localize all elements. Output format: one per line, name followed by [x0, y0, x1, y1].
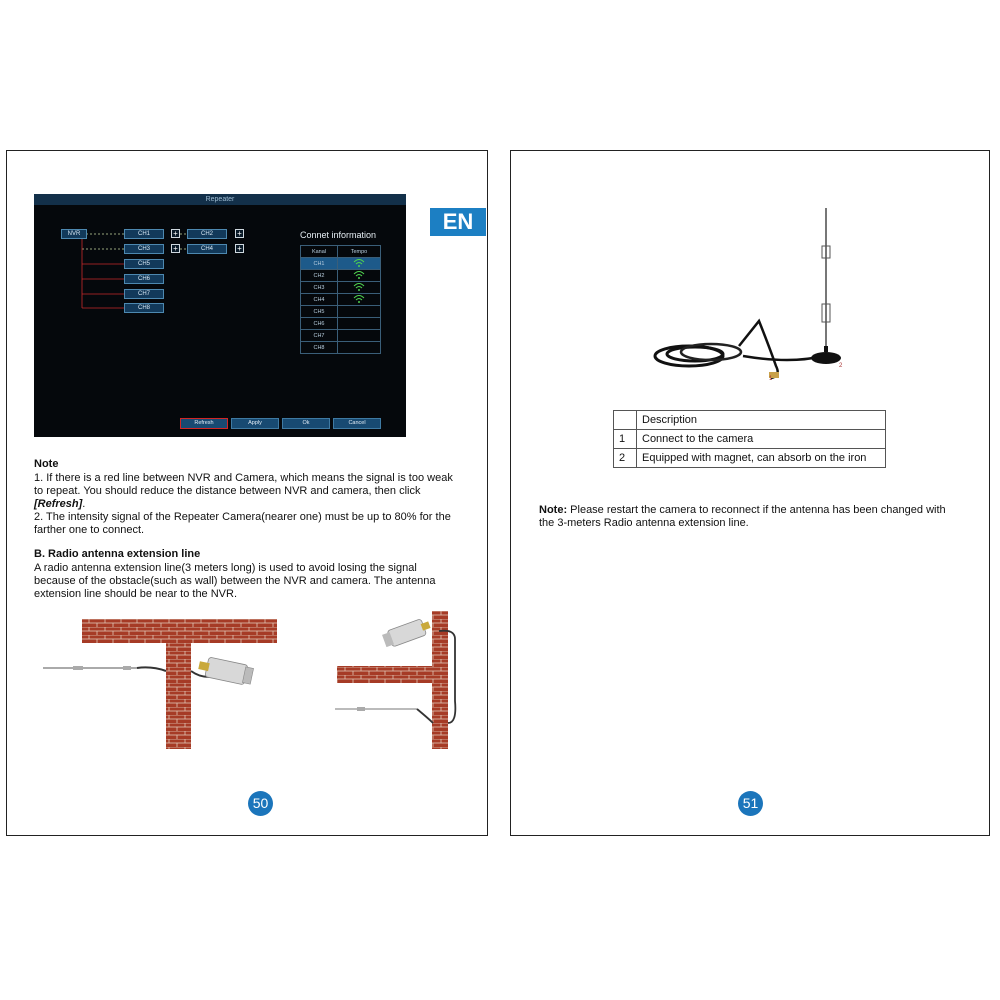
wifi-signal-icon	[353, 294, 365, 303]
wifi-signal-icon	[353, 270, 365, 279]
restart-note: Note: Please restart the camera to reconnect if the antenna has been changed with the 3-meters Radio antenna extension line.	[539, 504, 946, 529]
channel-node-ch2: CH2	[187, 229, 227, 239]
channel-node-ch5: CH5	[124, 259, 164, 269]
antenna-photo	[651, 206, 861, 386]
apply-button: Apply	[231, 418, 279, 429]
connet-information-title: Connet information	[300, 230, 377, 240]
section-b-heading: B. Radio antenna extension line	[34, 548, 201, 560]
ok-button: Ok	[282, 418, 330, 429]
page-number-badge: 51	[738, 791, 763, 816]
channel-cell: CH5	[301, 306, 338, 318]
signal-cell	[338, 270, 381, 282]
table-row	[301, 258, 381, 270]
wall-installation-illustration	[37, 611, 477, 761]
page-number-badge: 50	[248, 791, 273, 816]
channel-node-ch8: CH8	[124, 303, 164, 313]
channel-node-ch7: CH7	[124, 289, 164, 299]
channel-cell: CH6	[301, 318, 338, 330]
note-heading: Note	[34, 458, 59, 470]
channel-node-ch4: CH4	[187, 244, 227, 254]
table-row	[301, 330, 381, 342]
note-item-2: 2. The intensity signal of the Repeater Camera(nearer one) must be up to 80% for the farther one to connect.	[34, 511, 451, 536]
antenna-label-2: 2	[839, 363, 843, 369]
table-row	[301, 294, 381, 306]
section-b-text: A radio antenna extension line(3 meters long) is used to avoid losing the signal because of the obstacle(such as wall) between the NVR and camera. The antenna extension line should be near to the NVR.	[34, 562, 436, 600]
table-row	[301, 342, 381, 354]
note-item-1: 1. If there is a red line between NVR and Camera, which means the signal is too weak to repeat. You should reduce the distance between NVR and camera, then click [Refresh].	[34, 472, 453, 510]
channel-node-ch3: CH3	[124, 244, 164, 254]
table-row	[301, 306, 381, 318]
table-row	[301, 270, 381, 282]
row-number: 1	[614, 430, 637, 449]
refresh-button: Refresh	[180, 418, 228, 429]
repeater-screen-screenshot	[34, 194, 406, 437]
description-header: Description	[637, 411, 886, 430]
signal-cell	[338, 306, 381, 318]
signal-cell	[338, 294, 381, 306]
channel-cell: CH8	[301, 342, 338, 354]
channel-cell: CH4	[301, 294, 338, 306]
add-channel-icon: +	[171, 244, 180, 253]
wifi-signal-icon	[353, 258, 365, 267]
channel-cell: CH3	[301, 282, 338, 294]
tempo-header: Tempo	[338, 246, 381, 258]
row-text: Connect to the camera	[637, 430, 886, 449]
table-row	[301, 282, 381, 294]
signal-cell	[338, 318, 381, 330]
kanal-header: Kanal	[301, 246, 338, 258]
table-row	[614, 430, 886, 449]
description-table	[613, 410, 886, 468]
connection-info-table	[300, 245, 381, 354]
wifi-signal-icon	[353, 282, 365, 291]
manual-page-right	[510, 150, 990, 836]
signal-cell	[338, 330, 381, 342]
add-channel-icon: +	[235, 229, 244, 238]
signal-cell	[338, 282, 381, 294]
language-badge-en: EN	[430, 208, 486, 236]
add-channel-icon: +	[171, 229, 180, 238]
channel-cell: CH7	[301, 330, 338, 342]
table-row	[301, 318, 381, 330]
row-number: 2	[614, 449, 637, 468]
repeater-title: Repeater	[34, 194, 406, 205]
signal-cell	[338, 258, 381, 270]
signal-cell	[338, 342, 381, 354]
row-text: Equipped with magnet, can absorb on the iron	[637, 449, 886, 468]
add-channel-icon: +	[235, 244, 244, 253]
manual-page-left	[6, 150, 488, 836]
nvr-node: NVR	[61, 229, 87, 239]
antenna-label-1: 1	[769, 376, 773, 382]
channel-cell: CH2	[301, 270, 338, 282]
channel-cell: CH1	[301, 258, 338, 270]
channel-node-ch6: CH6	[124, 274, 164, 284]
channel-node-ch1: CH1	[124, 229, 164, 239]
cancel-button: Cancel	[333, 418, 381, 429]
table-row	[614, 449, 886, 468]
